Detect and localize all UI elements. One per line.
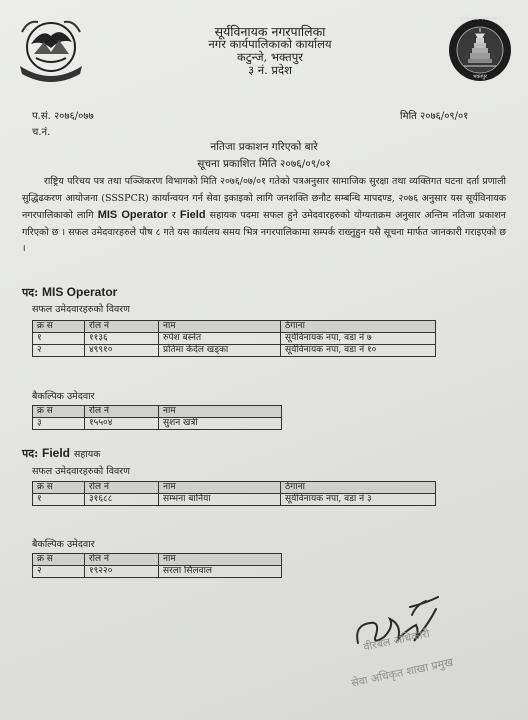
province-name: ३ नं. प्रदेश [248, 63, 292, 77]
table-row [33, 566, 282, 578]
notice-body-a: राष्ट्रिय परिचय पत्र तथा पञ्जिकरण विभागको मिति २०७६/०७/०१ गतेको पत्रअनुसार सामाजिक सुरक्षा तथा व्यक्तिगत घटना दर्ता प्रणाली सुद्धिढकरण आयोजना (SSSPCR) कार्यान्वयन गर्न सेवा इकाइको लागि जनशक्ति छनौट सम्बन्धि मापदण्ड, २०७६ अनुसार यस सूर्यविनायक नगरपालिकाको लागि [22, 176, 506, 221]
cell-roll: ३१६८८ [85, 494, 159, 506]
table-row [33, 418, 282, 430]
table-row [33, 345, 436, 357]
signatory-name-stamp: वीरबल अधिकारी [362, 626, 431, 654]
notice-subtitle: सूचना प्रकाशित मिति २०७६/०९/०१ [197, 158, 331, 170]
cell-name: सम्भना बानिया [159, 494, 281, 506]
col-name: नाम [159, 406, 282, 418]
cell-sn: ३ [33, 418, 85, 430]
cell-roll: ११३६ [85, 333, 159, 345]
logo-bottom-text: भक्तपुर [473, 74, 487, 80]
notice-body-conjunction: र [171, 210, 176, 221]
col-name: नाम [159, 554, 282, 566]
post-prefix: पद: [22, 447, 39, 460]
successful-table-mis [32, 320, 436, 357]
cell-address: सूर्यविनायक नपा, वडा नं ७ [281, 333, 436, 345]
successful-table-field [32, 481, 436, 506]
cell-address: सूर्यविनायक नपा, वडा नं १० [281, 345, 436, 357]
post-title-en: Field [42, 446, 71, 460]
notice-title: नतिजा प्रकाशन गरिएको बारे [210, 141, 318, 153]
signatory-title-stamp: सेवा अधिकृत शाखा प्रमुख [350, 655, 455, 690]
letter-date: मिति २०७६/०९/०१ [400, 111, 469, 122]
cell-roll: १५५०४ [85, 418, 159, 430]
col-sn: क्र स [33, 554, 85, 566]
municipality-name: सूर्यविनायक नगरपालिका [214, 24, 326, 39]
alternate-heading-mis: बैकल्पिक उमेदवार [32, 391, 95, 402]
col-roll: रोल नं [85, 482, 159, 494]
post-title-en: MIS Operator [42, 285, 118, 299]
cell-sn: २ [33, 345, 85, 357]
col-roll: रोल नं [85, 406, 159, 418]
post-heading-field [22, 446, 101, 461]
office-header [150, 25, 390, 77]
col-sn: क्र स [33, 406, 85, 418]
col-name: नाम [159, 321, 281, 333]
alternate-table-mis [32, 405, 282, 430]
col-roll: रोल नं [85, 321, 159, 333]
cell-address: सूर्यविनायक नपा, वडा नं ३ [281, 494, 436, 506]
reference-number: प.सं. २०७६/०७७ [32, 111, 94, 122]
table-row [33, 494, 436, 506]
table-row [33, 333, 436, 345]
notice-body [22, 174, 506, 258]
col-address: ठेगाना [281, 482, 436, 494]
alternate-heading-field: बैकल्पिक उमेदवार [32, 539, 95, 550]
notice-body-b: सहायक पदमा सफल हुने उमेदवारहरुको योग्यताक्रम अनुसार अन्तिम नतिजा प्रकाशन गरिएको छ । सफल उमेदवारहरुले पौष ८ गते यस कार्यलय समय भित्र नगरपालिकामा सम्पर्क राख्नुहुन यसै सूचना मार्फत जानकारी गराइएको छ । [22, 210, 506, 254]
alternate-table-field [32, 553, 282, 578]
office-address: कटुन्जे, भक्तपुर [237, 50, 303, 64]
cell-name: सरला सिलवाल [159, 566, 282, 578]
nepal-emblem-logo [14, 14, 88, 82]
post-title-suffix: सहायक [73, 449, 101, 460]
col-roll: रोल नं [85, 554, 159, 566]
cell-name: सुशन खत्री [159, 418, 282, 430]
cell-roll: १९२२० [85, 566, 159, 578]
cell-sn: १ [33, 494, 85, 506]
post-prefix: पद: [22, 286, 39, 299]
col-sn: क्र स [33, 482, 85, 494]
col-sn: क्र स [33, 321, 85, 333]
successful-heading-field: सफल उमेदवारहरुको विवरण [32, 466, 131, 477]
logo-top-text: सूर्यविनायक नगरपालिका [459, 16, 501, 22]
dispatch-number: च.नं. [32, 127, 51, 138]
notice-body-post2: Field [179, 209, 206, 221]
cell-name: रुपेश बस्नेत [159, 333, 281, 345]
office-name: नगर कार्यपालिकाको कार्यालय [208, 37, 332, 51]
cell-sn: १ [33, 333, 85, 345]
cell-name: प्रतिमा केंदेल खड्का [159, 345, 281, 357]
cell-roll: ४९९१० [85, 345, 159, 357]
successful-heading-mis: सफल उमेदवारहरुको विवरण [32, 304, 131, 315]
post-heading-mis [22, 285, 117, 300]
cell-sn: २ [33, 566, 85, 578]
notice-body-post1: MIS Operator [97, 209, 168, 221]
col-address: ठेगाना [281, 321, 436, 333]
col-name: नाम [159, 482, 281, 494]
